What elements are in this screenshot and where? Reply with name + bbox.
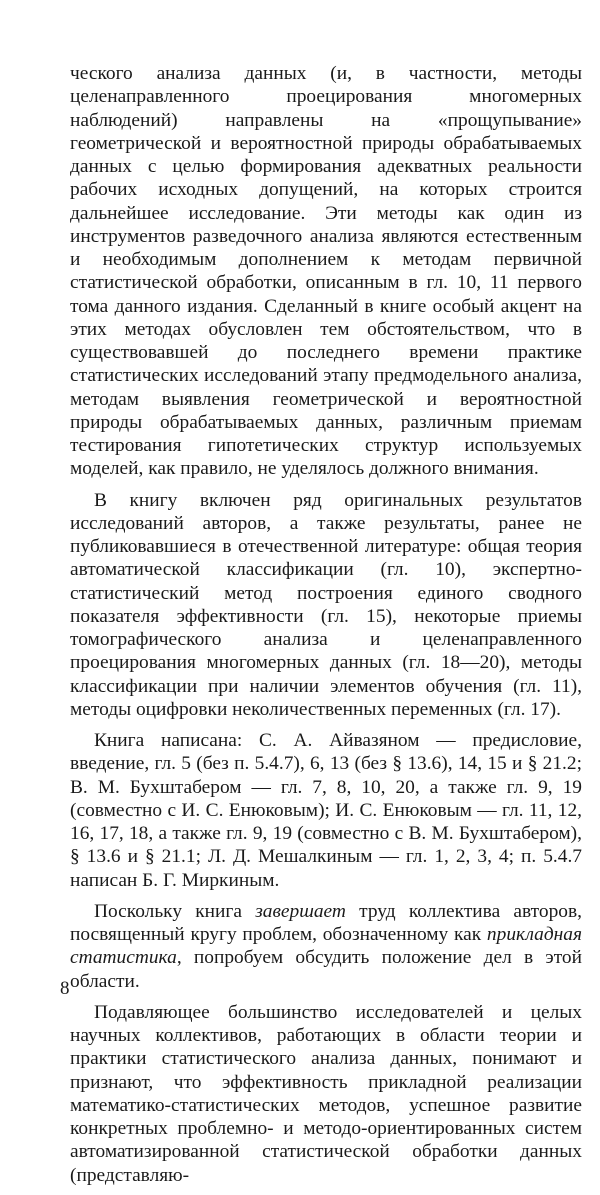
paragraph-1: ческого анализа данных (и, в частности, методы целенаправленного проецирования многомерных наблюдений) направлены на «прощупывание» геометрической и вероятностной природы обрабатываемых данных с целью формирования адекватных реальности рабочих исходных допущений, на которых строится дальнейшее исследование. Эти методы как один из инструментов разведочного анализа являются естественным и необходимым дополнением к методам первичной статистической обработки, описанным в гл. 10, 11 первого тома данного издания. Сделанный в книге особый акцент на этих методах обусловлен тем обстоятельством, что в существовавшей до последнего времени практике статистических исследований этапу предмодельного анализа, методам выявления геометрической и вероятностной природы обрабатываемых данных, различным приемам тестирования гипотетических структур используемых моделей, как правило, не уделялось должного внимания. bbox=[70, 63, 582, 480]
paragraph-4-text-middle: труд коллектива авторов, посвященный кругу проблем, обозначенному как bbox=[70, 900, 582, 945]
page-number: 8 bbox=[60, 978, 70, 999]
emphasis-completes: завершает bbox=[255, 900, 346, 922]
paragraph-4-text-after: , попробуем обсудить положение дел в этой области. bbox=[70, 947, 582, 992]
paragraph-4 bbox=[70, 900, 582, 993]
paragraph-5: Подавляющее большинство исследователей и целых научных коллективов, работающих в области теории и практики статистического анализа данных, понимают и признают, что эффективность прикладной реализации математико-статистических методов, успешное развитие конкретных проблемно- и методо-ориентированных систем автоматизированной статистической обработки данных (представляю- bbox=[70, 1001, 582, 1186]
emphasis-applied-statistics: прикладная статистика bbox=[70, 924, 582, 969]
page-body bbox=[70, 62, 582, 1195]
paragraph-3: Книга написана: С. А. Айвазяном — предисловие, введение, гл. 5 (без п. 5.4.7), 6, 13 (без § 13.6), 14, 15 и § 21.2; В. М. Бухштабером — гл. 7, 8, 10, 20, а также гл. 9, 19 (совместно с И. С. Енюковым); И. С. Енюковым — гл. 11, 12, 16, 17, 18, а также гл. 9, 19 (совместно с В. М. Бухштабером), § 13.6 и § 21.1; Л. Д. Мешалкиным — гл. 1, 2, 3, 4; п. 5.4.7 написан Б. Г. Миркиным. bbox=[70, 730, 582, 891]
paragraph-2: В книгу включен ряд оригинальных результатов исследований авторов, а также результаты, ранее не публиковавшиеся в отечественной литературе: общая теория автоматической классификации (гл. 10), экспертно-статистический метод построения единого сводного показателя эффективности (гл. 15), некоторые приемы томографического анализа и целенаправленного проецирования многомерных данных (гл. 18—20), методы классификации при наличии элементов обучения (гл. 11), методы оцифровки неколичественных переменных (гл. 17). bbox=[70, 489, 582, 720]
paragraph-4-text-before: Поскольку книга bbox=[94, 900, 256, 922]
